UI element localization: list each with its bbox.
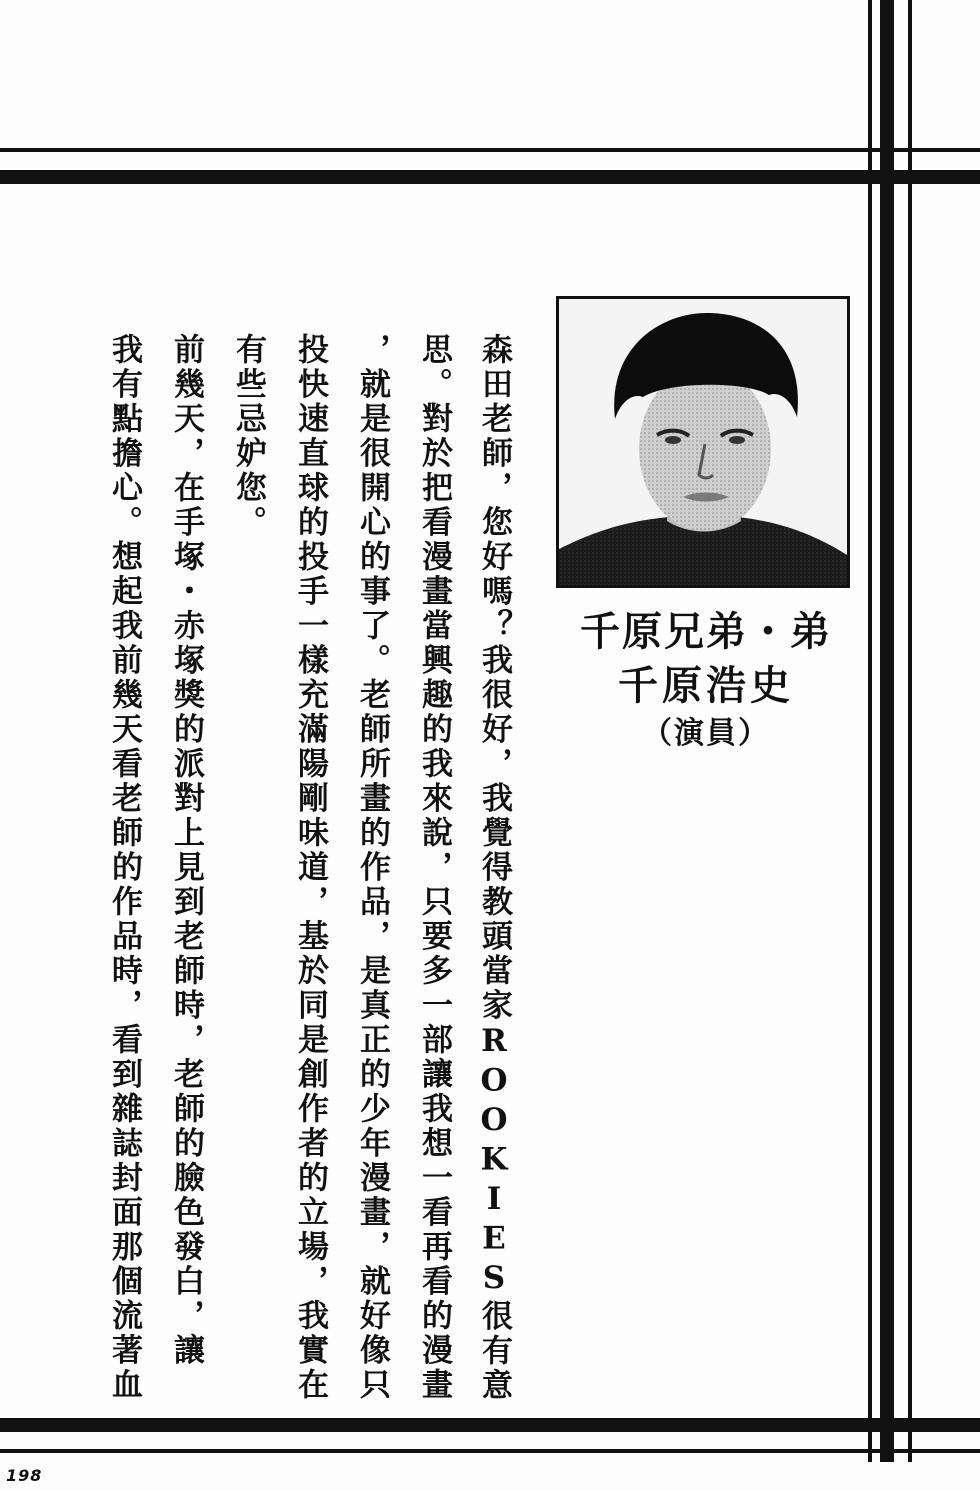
letter-column-6: 前幾天，在手塚・赤塚獎的派對上見到老師時，老師的臉色發白，讓 bbox=[168, 333, 204, 1368]
top-rule-thick bbox=[0, 170, 980, 184]
letter-column-3: ，就是很開心的事了。老師所畫的作品，是真正的少年漫畫，就好像只 bbox=[354, 333, 390, 1403]
top-rule-thin bbox=[0, 148, 980, 152]
right-rule-thick bbox=[880, 0, 894, 1462]
page-number: 198 bbox=[6, 1466, 43, 1485]
portrait-image bbox=[559, 299, 847, 585]
profile-group: 千原兄弟・弟 bbox=[580, 609, 832, 655]
letter-column-5: 有些忌妒您。 bbox=[230, 333, 266, 540]
right-rule-thin-left bbox=[868, 0, 872, 1462]
profile-role: （演員） bbox=[642, 716, 770, 751]
letter-column-7: 我有點擔心。想起我前幾天看老師的作品時，看到雜誌封面那個流著血 bbox=[106, 333, 142, 1403]
right-rule-thin-right bbox=[908, 0, 912, 1462]
letter-column-1: 森田老師，您好嗎？我很好，我覺得教頭當家ROOKIES很有意 bbox=[476, 333, 512, 1403]
letter-column-4: 投快速直球的投手一樣充滿陽剛味道，基於同是創作者的立場，我實在 bbox=[292, 333, 328, 1403]
bottom-rule-thick bbox=[0, 1418, 980, 1432]
profile-name: 千原浩史 bbox=[618, 663, 794, 709]
bottom-rule-thin bbox=[0, 1449, 980, 1453]
letter-column-2: 思。對於把看漫畫當興趣的我來說，只要多一部讓我想一看再看的漫畫 bbox=[416, 333, 452, 1403]
portrait-photo bbox=[556, 296, 850, 588]
